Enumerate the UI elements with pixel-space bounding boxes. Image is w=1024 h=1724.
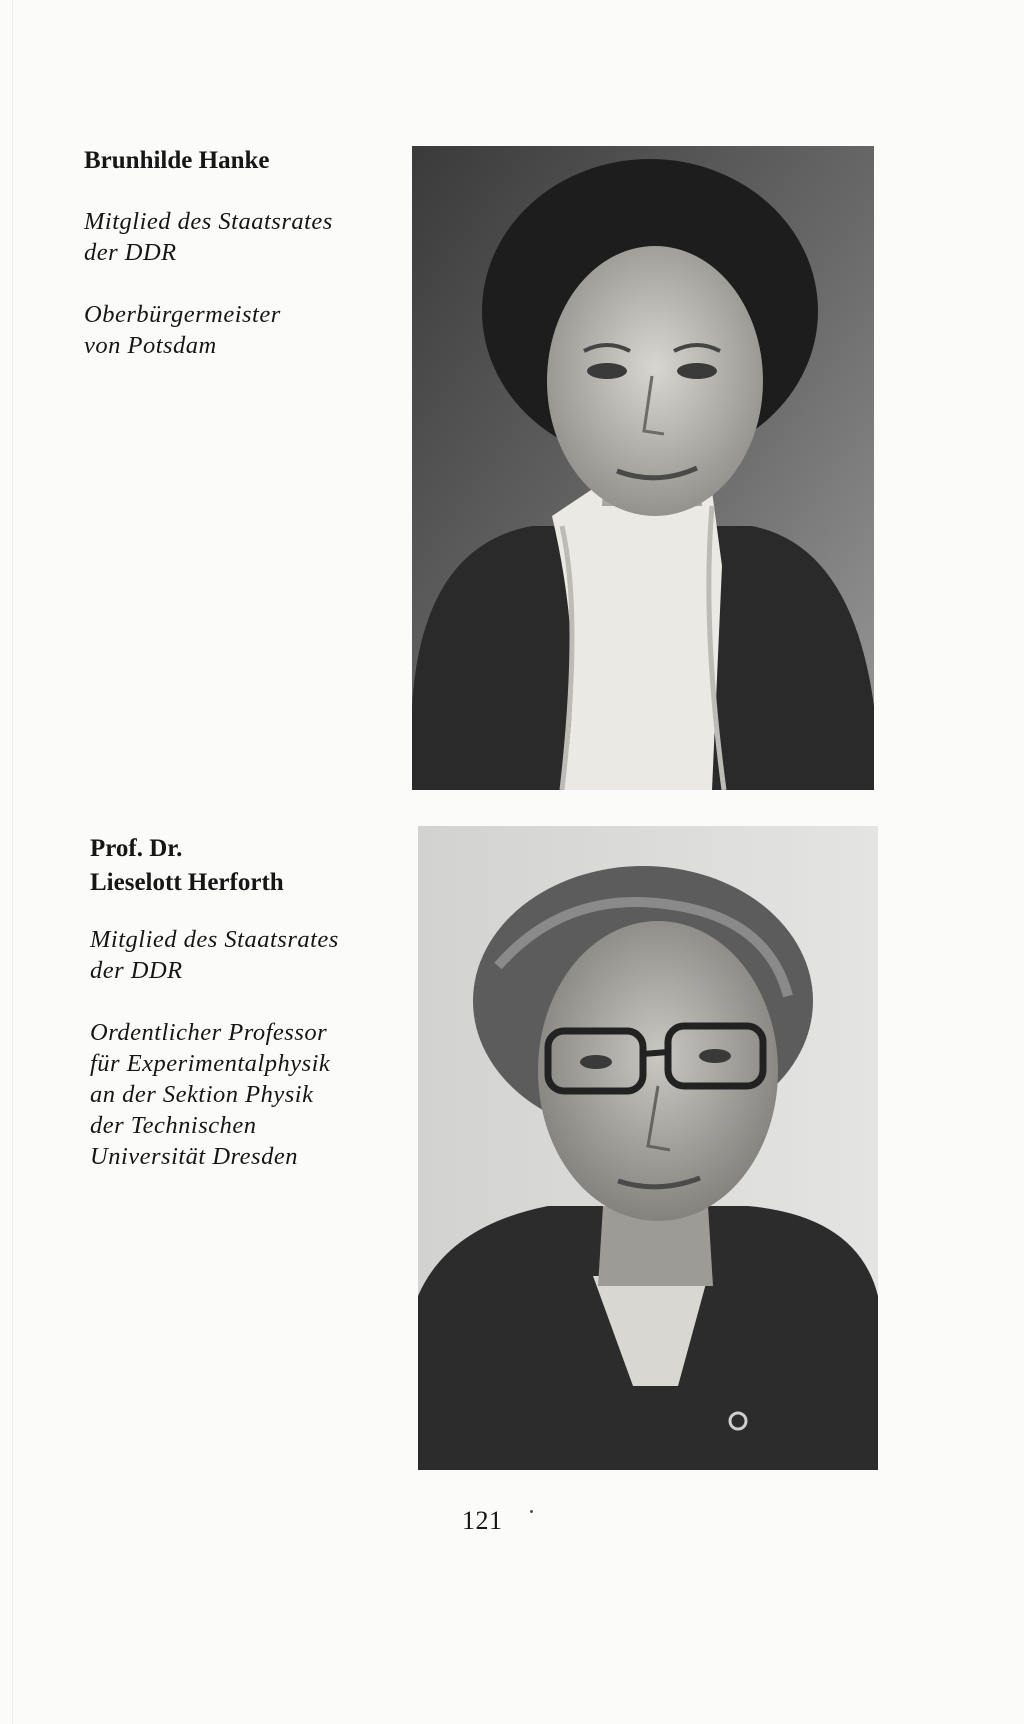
entry-text-hanke — [84, 144, 384, 361]
role-line: Universität Dresden — [90, 1143, 298, 1170]
page-number: 121 — [462, 1506, 503, 1535]
role-line: der DDR — [84, 239, 177, 266]
role-line: Mitglied des Staatsrates — [84, 208, 333, 235]
person-name: Brunhilde Hanke — [84, 147, 270, 174]
role-line: Ordentlicher Professor — [90, 1019, 328, 1046]
role-line: von Potsdam — [84, 332, 217, 359]
role-line: Mitglied des Staatsrates — [90, 926, 339, 953]
portrait-photo-icon — [418, 826, 878, 1470]
role-line: an der Sektion Physik — [90, 1081, 314, 1108]
portrait-photo-hanke — [412, 146, 874, 790]
role-line: der Technischen — [90, 1112, 257, 1139]
print-speck — [530, 1510, 533, 1513]
person-name: Lieselott Herforth — [90, 869, 284, 896]
entry-text-herforth — [90, 832, 410, 1172]
role-line: der DDR — [90, 957, 183, 984]
page-edge — [12, 0, 13, 1724]
person-title: Prof. Dr. — [90, 835, 183, 862]
role-line: Oberbürgermeister — [84, 301, 281, 328]
portrait-photo-icon — [412, 146, 874, 790]
role-line: für Experimentalphysik — [90, 1050, 331, 1077]
portrait-photo-herforth — [418, 826, 878, 1470]
